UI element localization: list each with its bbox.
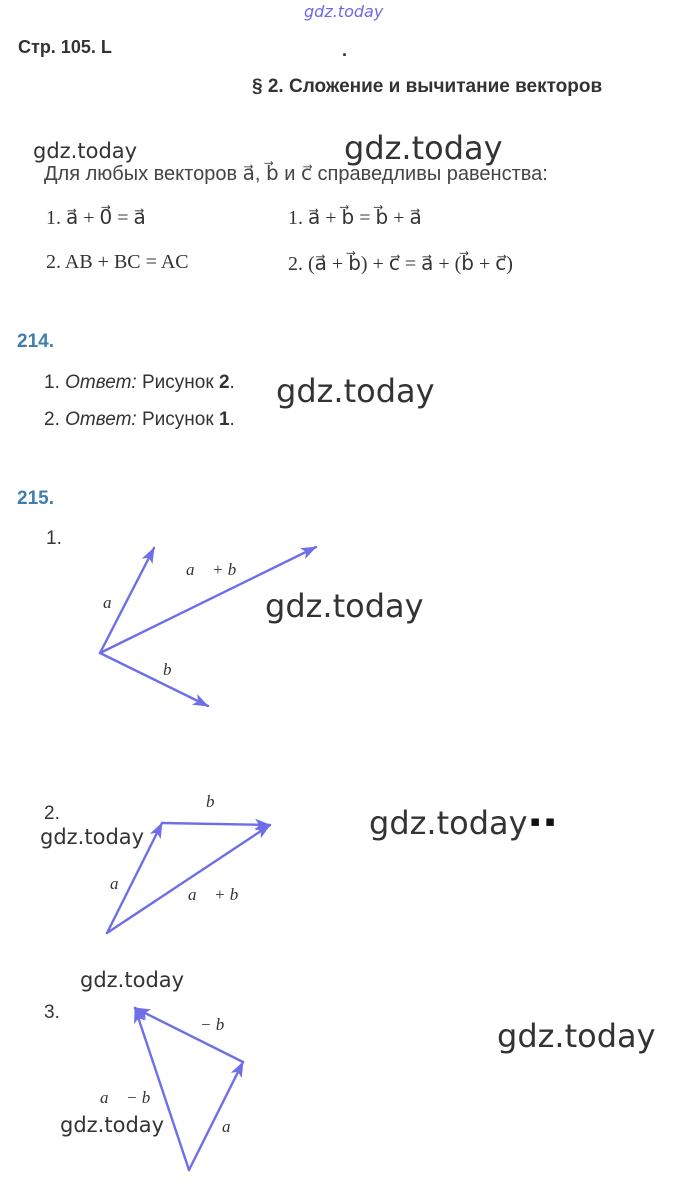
page-reference: Стр. 105. L: [18, 37, 112, 57]
intro-text: Для любых векторов a⃗, b⃗ и c⃗ справедливы равенства:: [44, 163, 548, 185]
fig2-label-a: a⃗: [110, 874, 132, 893]
watermark: gdz.today: [40, 825, 145, 849]
problem-215-number: 215.: [17, 488, 54, 509]
watermark: gdz.today: [344, 129, 503, 167]
item-number: 2.: [44, 409, 60, 430]
watermark: gdz.today: [497, 1017, 656, 1055]
answer-text: Рисунок: [142, 409, 214, 430]
header-dot: .: [342, 40, 348, 60]
answer-end: .: [229, 409, 235, 430]
formula-right-1: 1. a⃗ + b⃗ = b⃗ + a⃗: [288, 207, 422, 229]
watermark-dots: ▪ ▪: [530, 812, 556, 830]
answer-value: 1: [218, 409, 230, 430]
watermark: gdz.today: [80, 968, 185, 992]
answer-text: Рисунок: [142, 372, 214, 393]
watermark-top: gdz.today: [304, 2, 384, 21]
fig2-vector-b: [162, 823, 270, 825]
answer-label: Ответ:: [65, 409, 137, 430]
answer-label: Ответ:: [65, 372, 137, 393]
item-number: 1.: [44, 372, 60, 393]
formula-left-2-text: 2. AB + BC = AC: [46, 251, 189, 273]
fig2-number: 2.: [44, 803, 60, 824]
fig2-label-sum: a⃗ + b⃗: [188, 885, 252, 904]
fig3-label-diff: a⃗ − b⃗: [100, 1088, 164, 1107]
watermark: gdz.today: [265, 587, 424, 625]
watermark: gdz.today: [276, 372, 435, 410]
formula-left-1: 1. a⃗ + 0⃗ = a⃗: [46, 207, 146, 229]
formula-right-2: 2. (a⃗ + b⃗) + c⃗ = a⃗ + (b⃗ + c⃗): [288, 253, 513, 275]
fig3-label-a: a⃗: [222, 1117, 244, 1136]
section-title: § 2. Сложение и вычитание векторов: [252, 76, 603, 97]
fig2-label-b: b⃗: [206, 792, 228, 811]
watermark: gdz.today: [60, 1113, 165, 1137]
answer-end: .: [229, 372, 235, 393]
fig1-label-b: b⃗: [163, 660, 185, 679]
fig1-number: 1.: [46, 528, 62, 549]
problem-214-number: 214.: [17, 331, 54, 352]
watermark: gdz.today: [369, 804, 528, 842]
fig1-label-a: a⃗: [103, 593, 125, 612]
fig3-vector-a: [189, 1062, 243, 1170]
answer-value: 2: [218, 372, 230, 393]
fig1-label-sum: a⃗ + b⃗: [186, 560, 250, 579]
fig3-label-minus-b: − b⃗: [200, 1015, 238, 1034]
fig1-vector-b: [100, 653, 208, 706]
watermark: gdz.today: [33, 139, 138, 163]
fig3-number: 3.: [44, 1002, 60, 1023]
